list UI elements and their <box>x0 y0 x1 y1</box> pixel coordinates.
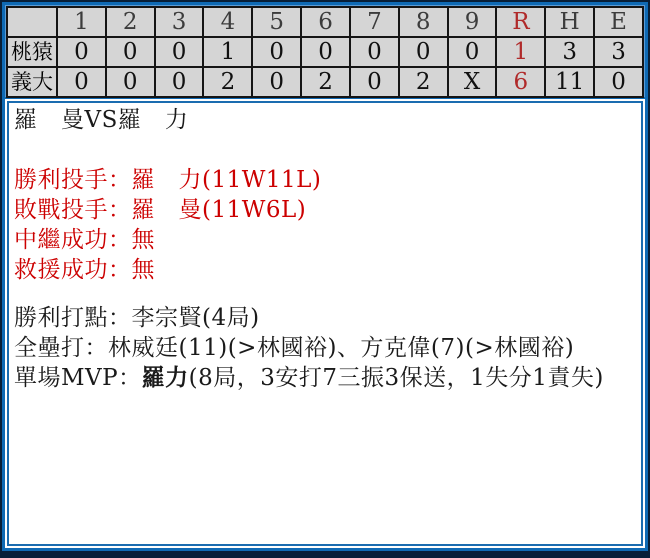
errors-cell: 0 <box>594 67 643 97</box>
game-summary-inner <box>7 101 643 546</box>
save-line: 救援成功：無 <box>14 257 155 283</box>
home-runs-line: 全壘打：林威廷(11)(>林國裕)、方克偉(7)(>林國裕) <box>14 335 575 361</box>
runs-cell: 6 <box>496 67 545 97</box>
losing-pitcher-line: 敗戰投手：羅 曼(11W6L) <box>14 197 307 223</box>
score-cell: 2 <box>301 67 350 97</box>
scoreboard-table <box>6 6 644 98</box>
score-cell: 2 <box>203 67 252 97</box>
inning-header-3: 3 <box>155 7 204 37</box>
score-cell: 0 <box>350 37 399 67</box>
inning-header-2: 2 <box>106 7 155 37</box>
score-cell: 0 <box>252 67 301 97</box>
home-team-row <box>7 67 643 97</box>
runs-header: R <box>496 7 545 37</box>
inning-header-7: 7 <box>350 7 399 37</box>
pitcher-results-block <box>14 165 635 285</box>
team-name-cell: 桃猿 <box>7 37 57 67</box>
score-cell: 0 <box>350 67 399 97</box>
errors-cell: 3 <box>594 37 643 67</box>
mvp-label: 單場MVP： <box>14 365 142 391</box>
score-cell: 2 <box>399 67 448 97</box>
mvp-line <box>14 363 635 393</box>
inning-header-9: 9 <box>448 7 497 37</box>
blue-frame <box>2 2 648 551</box>
score-cell: 0 <box>57 67 106 97</box>
hits-cell: 11 <box>545 67 594 97</box>
score-cell: 0 <box>252 37 301 67</box>
scoreboard-header-row <box>7 7 643 37</box>
pitching-matchup: 羅 曼VS羅 力 <box>14 107 189 133</box>
score-cell: 0 <box>448 37 497 67</box>
errors-header: E <box>594 7 643 37</box>
mvp-detail: (8局，3安打7三振3保送，1失分1責失) <box>188 365 604 391</box>
inning-header-5: 5 <box>252 7 301 37</box>
hold-line: 中繼成功：無 <box>14 227 155 253</box>
inning-header-1: 1 <box>57 7 106 37</box>
score-cell: 0 <box>155 37 204 67</box>
hits-header: H <box>545 7 594 37</box>
away-team-row <box>7 37 643 67</box>
hits-cell: 3 <box>545 37 594 67</box>
score-cell: 1 <box>203 37 252 67</box>
corner-cell <box>7 7 57 37</box>
inning-header-8: 8 <box>399 7 448 37</box>
winning-rbi-line: 勝利打點：李宗賢(4局) <box>14 305 260 331</box>
scoreboard-table-wrap <box>5 5 645 97</box>
runs-cell: 1 <box>496 37 545 67</box>
score-cell: 0 <box>155 67 204 97</box>
game-summary-box <box>5 99 645 548</box>
team-name-cell: 義大 <box>7 67 57 97</box>
winning-pitcher-line: 勝利投手：羅 力(11W11L) <box>14 167 322 193</box>
mvp-player-name: 羅力 <box>141 364 189 391</box>
score-cell: 0 <box>399 37 448 67</box>
score-cell: 0 <box>57 37 106 67</box>
score-cell: X <box>448 67 497 97</box>
inning-header-6: 6 <box>301 7 350 37</box>
game-notes-block <box>14 303 635 393</box>
score-cell: 0 <box>106 67 155 97</box>
score-cell: 0 <box>106 37 155 67</box>
score-cell: 0 <box>301 37 350 67</box>
inning-header-4: 4 <box>203 7 252 37</box>
